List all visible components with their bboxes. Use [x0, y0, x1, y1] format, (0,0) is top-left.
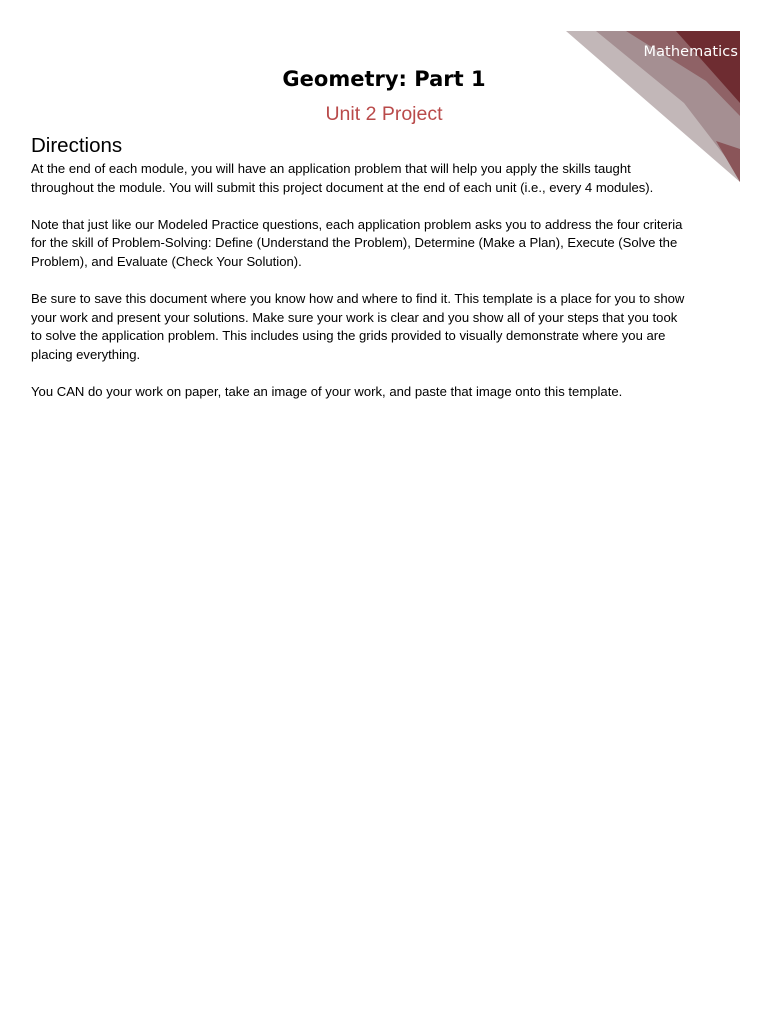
directions-body: [31, 160, 731, 420]
section-heading: Directions: [31, 134, 123, 157]
paragraph-line: At the end of each module, you will have an application problem that will help you apply the skills taught: [31, 161, 631, 176]
directions-paragraph: [31, 160, 731, 197]
directions-paragraph: [31, 290, 731, 364]
directions-paragraph: [31, 383, 731, 402]
paragraph-line: Problem), and Evaluate (Check Your Solution).: [31, 253, 302, 269]
paragraph-line: your work and present your solutions. Make sure your work is clear and you show all of your steps that you took: [31, 309, 678, 325]
paragraph-line: Note that just like our Modeled Practice questions, each application problem asks you to address the four criteria: [31, 216, 683, 232]
paragraph-line: to solve the application problem. This includes using the grids provided to visually demonstrate where you are: [31, 328, 666, 344]
paragraph-line: throughout the module. You will submit this project document at the end of each unit (i.e., every 4 modules).: [31, 179, 654, 195]
paragraph-line: Be sure to save this document where you know how and where to find it. This template is a place for you to show: [31, 291, 685, 307]
directions-paragraph: [31, 216, 731, 272]
paragraph-line: for the skill of Problem-Solving: Define (Understand the Problem), Determine (Make a Plan), Execute (Solve the: [31, 235, 678, 251]
paragraph-line: You CAN do your work on paper, take an image of your work, and paste that image onto this template.: [31, 384, 623, 400]
paragraph-line: placing everything.: [31, 346, 141, 362]
document-subtitle: Unit 2 Project: [325, 103, 443, 125]
document-title: Geometry: Part 1: [282, 67, 486, 91]
subject-label: Mathematics: [643, 44, 738, 60]
